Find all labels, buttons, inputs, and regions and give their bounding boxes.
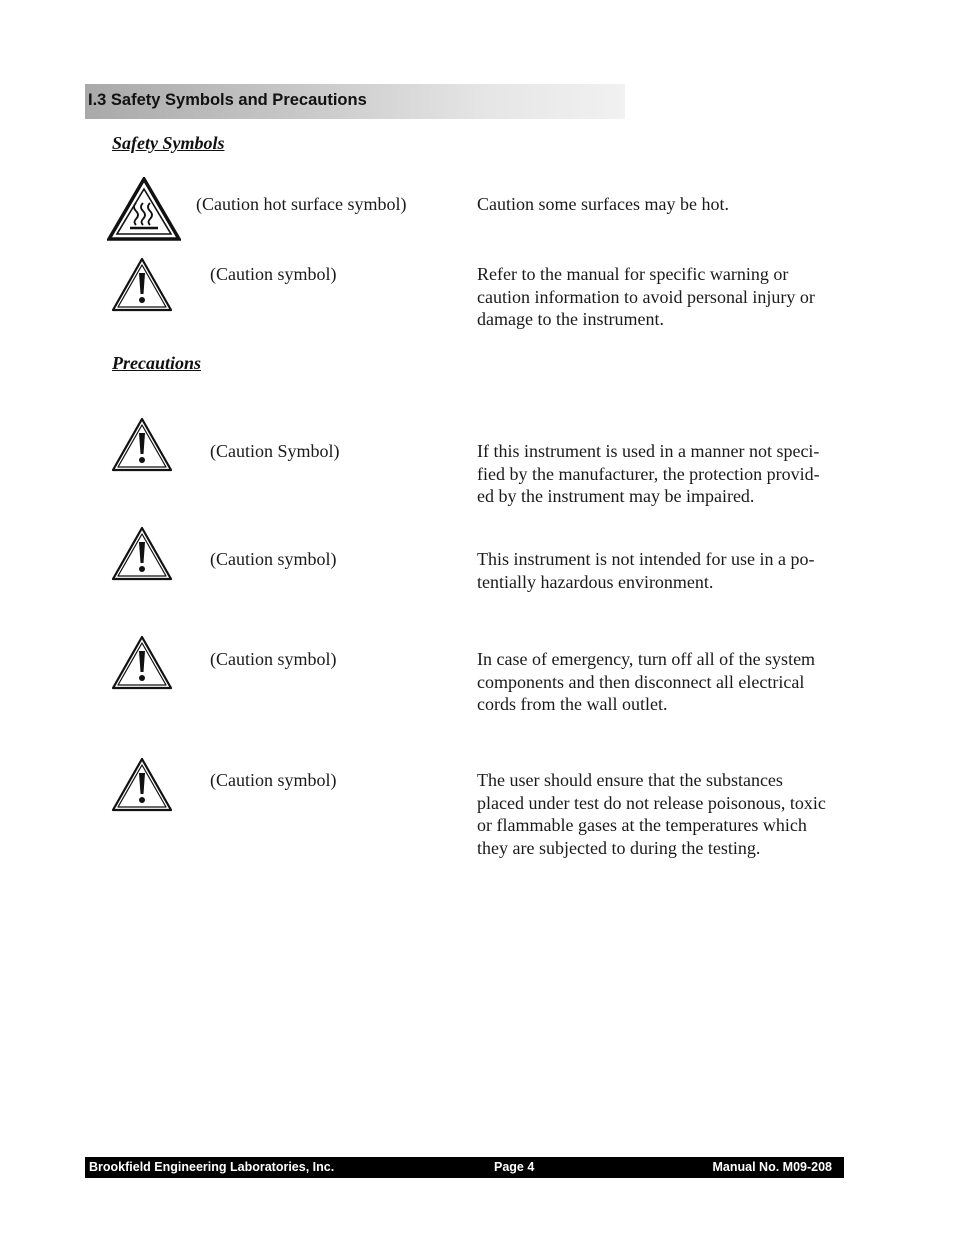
precaution-description: This instrument is not intended for use in a po- tentially hazardous environment. [477,549,815,592]
precautions-heading: Precautions [112,353,202,373]
footer-company: Brookfield Engineering Laboratories, Inc. [89,1160,335,1174]
page-footer [85,1157,844,1178]
footer-page-number: Page 4 [494,1160,535,1174]
precaution-label: (Caution symbol) [210,549,337,569]
caution-icon [111,416,173,472]
hot-surface-description: Caution some surfaces may be hot. [477,194,729,214]
caution-icon [111,525,173,581]
caution-icon [111,256,173,312]
section-title: I.3 Safety Symbols and Precautions [85,84,625,119]
precaution-description: The user should ensure that the substances placed under test do not release poisonous, toxic or flammable gases at the temperatures which they are subjected to during the testing. [477,770,826,858]
precaution-label: (Caution Symbol) [210,441,340,461]
footer-manual-number: Manual No. M09-208 [712,1160,832,1174]
caution-icon [111,756,173,812]
caution-icon [111,634,173,690]
precaution-description: If this instrument is used in a manner not speci- fied by the manufacturer, the protection provid- ed by the instrument may be impaired. [477,441,820,506]
hot-surface-icon [107,177,181,241]
precaution-label: (Caution symbol) [210,649,337,669]
precaution-label: (Caution symbol) [210,770,337,790]
precaution-description: In case of emergency, turn off all of the system components and then disconnect all electrical cords from the wall outlet. [477,649,816,714]
hot-surface-label: (Caution hot surface symbol) [196,194,407,214]
caution-description: Refer to the manual for specific warning or caution information to avoid personal injury or damage to the instrument. [477,264,815,329]
safety-symbols-heading: Safety Symbols [112,133,225,153]
caution-label: (Caution symbol) [210,264,337,284]
